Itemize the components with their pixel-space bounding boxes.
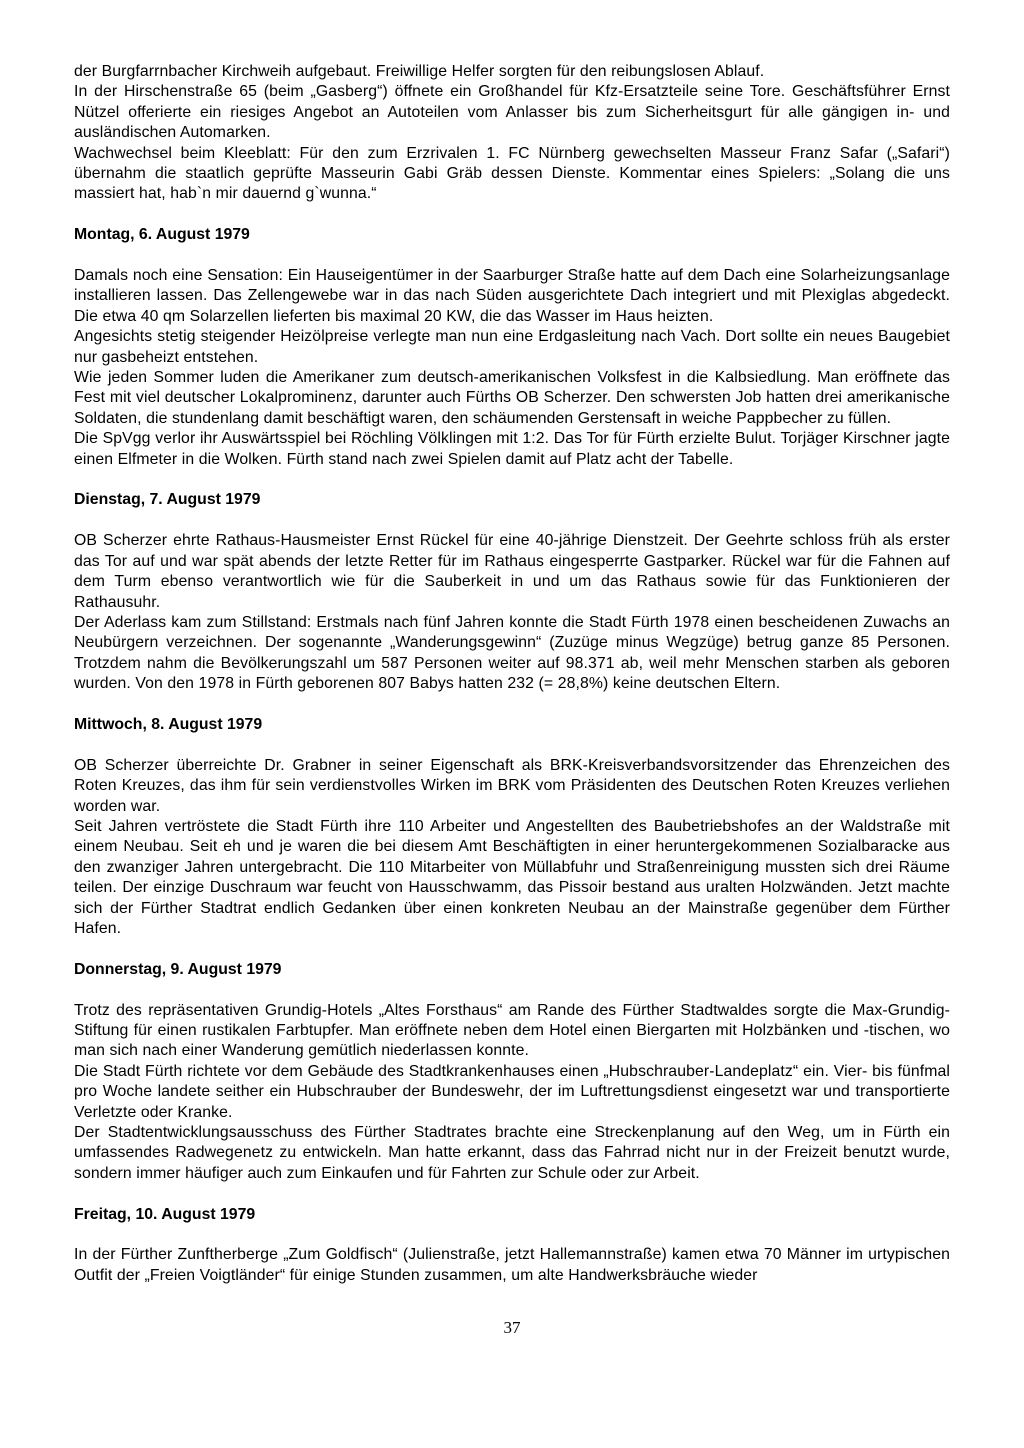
section-heading-mittwoch-8-august: Mittwoch, 8. August 1979: [74, 715, 263, 733]
paragraph: Trotz des repräsentativen Grundig-Hotels „Altes Forsthaus“ am Rande des Fürther Stadtwaldes sorgte die Max-Grundig-Stiftung für einen rustikalen Farbtupfer. Man eröffnete neben dem Hotel einen Biergarten mit Holzbänken und -tischen, wo man sich nach einer Wanderung gemütlich niederlassen konnte.: [74, 1001, 950, 1060]
page-number: 37: [503, 1318, 521, 1338]
paragraph: Angesichts stetig steigender Heizölpreise verlegte man nun eine Erdgasleitung nach Vach. Dort sollte ein neues Baugebiet nur gasbeheizt entstehen.: [74, 328, 950, 366]
paragraph: Die Stadt Fürth richtete vor dem Gebäude des Stadtkrankenhauses einen „Hubschrauber-Landeplatz“ ein. Vier- bis fünfmal pro Woche landete seither ein Hubschrauber der Bundeswehr, der im Luftrettungsdienst eingesetzt war und transportierte Verletzte oder Kranke.: [74, 1062, 950, 1121]
paragraph: Der Aderlass kam zum Stillstand: Erstmals nach fünf Jahren konnte die Stadt Fürth 1978 einen bescheidenen Zuwachs an Neubürgern verzeichnen. Der sogenannte „Wanderungsgewinn“ (Zuzüge minus Wegzüge) betrug ganze 85 Personen. Trotzdem nahm die Bevölkerungszahl um 587 Personen weiter auf 98.371 ab, weil mehr Menschen starben als geboren wurden. Von den 1978 in Fürth geborenen 807 Babys hatten 232 (= 28,8%) keine deutschen Eltern.: [74, 613, 950, 693]
paragraph: Die SpVgg verlor ihr Auswärtsspiel bei Röchling Völklingen mit 1:2. Das Tor für Fürth erzielte Bulut. Torjäger Kirschner jagte einen Elfmeter in die Wolken. Fürth stand nach zwei Spielen damit auf Platz acht der Tabelle.: [74, 430, 950, 468]
section-heading-donnerstag-9-august: Donnerstag, 9. August 1979: [74, 960, 282, 978]
paragraph: Seit Jahren vertröstete die Stadt Fürth ihre 110 Arbeiter und Angestellten des Baubetriebshofes an der Waldstraße mit einem Neubau. Seit eh und je waren die bei diesem Amt Beschäftigten in einer heruntergekommenen Sozialbaracke aus den zwanziger Jahren untergebracht. Die 110 Mitarbeiter von Müllabfuhr und Straßenreinigung mussten sich drei Räume teilen. Der einzige Duschraum war feucht von Hausschwamm, das Pissoir bestand aus uralten Holzwänden. Jetzt machte sich der Fürther Stadtrat endlich Gedanken über einen konkreten Neubau an der Mainstraße gegenüber dem Fürther Hafen.: [74, 817, 950, 937]
section-heading-dienstag-7-august: Dienstag, 7. August 1979: [74, 491, 261, 509]
paragraph: OB Scherzer ehrte Rathaus-Hausmeister Ernst Rückel für eine 40-jährige Dienstzeit. Der Geehrte schloss früh als erster das Tor auf und war spät abends der letzte Retter für im Rathaus eingesperrte Gastparker. Rückel war für die Fahnen auf dem Turm ebenso verantwortlich wie für die Sauberkeit in und um das Rathaus sowie für das Funktionieren der Rathausuhr.: [74, 532, 950, 611]
paragraph: In der Hirschenstraße 65 (beim „Gasberg“) öffnete ein Großhandel für Kfz-Ersatzteile seine Tore. Geschäftsführer Ernst Nützel offerierte ein riesiges Angebot an Autoteilen vom Anlasser bis zum Sicherheitsgurt für alle gängigen in- und ausländischen Automarken.: [74, 83, 950, 142]
paragraph: Wie jeden Sommer luden die Amerikaner zum deutsch-amerikanischen Volksfest in die Kalbsiedlung. Man eröffnete das Fest mit viel deutscher Lokalprominenz, darunter auch Fürths OB Scherzer. Den schwersten Job hatten drei amerikanische Soldaten, die stundenlang damit beschäftigt waren, den schäumenden Gerstensaft in weiche Pappbecher zu füllen.: [74, 369, 950, 427]
paragraph: Damals noch eine Sensation: Ein Hauseigentümer in der Saarburger Straße hatte auf dem Dach eine Solarheizungsanlage installieren lassen. Das Zellengewebe war in das nach Süden ausgerichtete Dach integriert und mit Plexiglas abgedeckt. Die etwa 40 qm Solarzellen lieferten bis maximal 20 KW, die das Wasser im Haus heizten.: [74, 267, 950, 325]
paragraph: OB Scherzer überreichte Dr. Grabner in seiner Eigenschaft als BRK-Kreisverbandsvorsitzender das Ehrenzeichen des Roten Kreuzes, das ihm für sein verdienstvolles Wirken im BRK vom Präsidenten des Deutschen Roten Kreuzes verliehen worden war.: [74, 756, 950, 815]
paragraph: In der Fürther Zunftherberge „Zum Goldfisch“ (Julienstraße, jetzt Hallemannstraße) kamen etwa 70 Männer im urtypischen Outfit der „Freien Voigtländer“ für einige Stunden zusammen, um alte Handwerksbräuche wieder: [74, 1246, 950, 1284]
paragraph: der Burgfarrnbacher Kirchweih aufgebaut. Freiwillige Helfer sorgten für den reibungslosen Ablauf.: [74, 63, 765, 80]
section-heading-freitag-10-august: Freitag, 10. August 1979: [74, 1205, 256, 1223]
paragraph: Wachwechsel beim Kleeblatt: Für den zum Erzrivalen 1. FC Nürnberg gewechselten Masseur Franz Safar („Safari“) übernahm die staatlich geprüfte Masseurin Gabi Gräb dessen Dienste. Kommentar eines Spielers: „Solang die uns massiert hat, hab`n mir dauernd g`wunna.“: [74, 144, 950, 203]
section-heading-montag-6-august: Montag, 6. August 1979: [74, 226, 250, 244]
paragraph: Der Stadtentwicklungsausschuss des Fürther Stadtrates brachte eine Streckenplanung auf den Weg, um in Fürth ein umfassendes Radwegenetz zu entwickeln. Man hatte erkannt, dass das Fahrrad nicht nur in der Freizeit benutzt wurde, sondern immer häufiger auch zum Einkaufen und für Fahrten zur Schule oder zur Arbeit.: [74, 1124, 950, 1182]
